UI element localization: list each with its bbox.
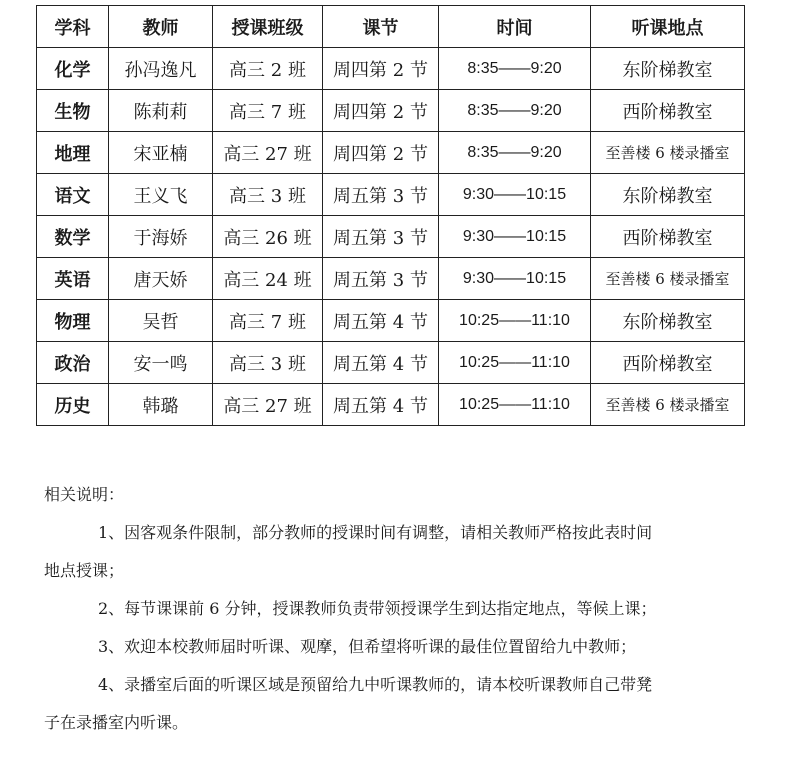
cell-subject: 历史: [37, 384, 109, 426]
cell-place: 西阶梯教室: [591, 216, 745, 258]
cell-place: 西阶梯教室: [591, 90, 745, 132]
cell-time: 8:35——9:20: [439, 90, 591, 132]
cell-subject: 生物: [37, 90, 109, 132]
cell-teacher: 宋亚楠: [109, 132, 213, 174]
header-time: 时间: [439, 6, 591, 48]
note-item-1-continued: 地点授课；: [44, 561, 125, 580]
cell-period: 周五第 3 节: [323, 258, 439, 300]
cell-subject: 化学: [37, 48, 109, 90]
cell-class: 高三 3 班: [213, 174, 323, 216]
cell-time: 8:35——9:20: [439, 48, 591, 90]
cell-class: 高三 26 班: [213, 216, 323, 258]
cell-place: 至善楼 6 楼录播室: [591, 384, 745, 426]
cell-time: 9:30——10:15: [439, 258, 591, 300]
schedule-table: [36, 5, 745, 426]
cell-subject: 物理: [37, 300, 109, 342]
cell-time: 9:30——10:15: [439, 216, 591, 258]
cell-period: 周五第 3 节: [323, 216, 439, 258]
notes-heading: 相关说明：: [44, 485, 125, 504]
cell-period: 周五第 4 节: [323, 342, 439, 384]
cell-teacher: 吴哲: [109, 300, 213, 342]
cell-teacher: 安一鸣: [109, 342, 213, 384]
cell-class: 高三 2 班: [213, 48, 323, 90]
note-item-3: 3、欢迎本校教师届时听课、观摩，但希望将听课的最佳位置留给九中教师；: [98, 637, 637, 656]
table-row: [37, 258, 745, 300]
cell-teacher: 唐天娇: [109, 258, 213, 300]
cell-class: 高三 27 班: [213, 132, 323, 174]
cell-period: 周五第 4 节: [323, 300, 439, 342]
header-teacher: 教师: [109, 6, 213, 48]
cell-period: 周五第 4 节: [323, 384, 439, 426]
cell-subject: 地理: [37, 132, 109, 174]
cell-period: 周四第 2 节: [323, 132, 439, 174]
cell-class: 高三 7 班: [213, 300, 323, 342]
cell-place: 东阶梯教室: [591, 300, 745, 342]
cell-class: 高三 24 班: [213, 258, 323, 300]
note-item-1: 1、因客观条件限制，部分教师的授课时间有调整，请相关教师严格按此表时间: [98, 523, 653, 542]
table-row: [37, 300, 745, 342]
cell-class: 高三 27 班: [213, 384, 323, 426]
table-row: [37, 174, 745, 216]
header-period: 课节: [323, 6, 439, 48]
table-header-row: [37, 6, 745, 48]
cell-teacher: 孙冯逸凡: [109, 48, 213, 90]
cell-time: 10:25——11:10: [439, 342, 591, 384]
cell-place: 西阶梯教室: [591, 342, 745, 384]
cell-time: 10:25——11:10: [439, 384, 591, 426]
note-item-2: 2、每节课课前 6 分钟，授课教师负责带领授课学生到达指定地点，等候上课；: [98, 599, 657, 618]
header-class: 授课班级: [213, 6, 323, 48]
cell-place: 至善楼 6 楼录播室: [591, 132, 745, 174]
table-row: [37, 342, 745, 384]
cell-period: 周五第 3 节: [323, 174, 439, 216]
note-item-4: 4、录播室后面的听课区域是预留给九中听课教师的，请本校听课教师自己带凳: [98, 675, 653, 694]
cell-time: 9:30——10:15: [439, 174, 591, 216]
cell-teacher: 于海娇: [109, 216, 213, 258]
cell-teacher: 韩璐: [109, 384, 213, 426]
cell-period: 周四第 2 节: [323, 90, 439, 132]
note-item-4-continued: 子在录播室内听课。: [44, 713, 189, 732]
header-subject: 学科: [37, 6, 109, 48]
cell-subject: 语文: [37, 174, 109, 216]
table-row: [37, 216, 745, 258]
cell-place: 东阶梯教室: [591, 174, 745, 216]
table-row: [37, 90, 745, 132]
cell-place: 东阶梯教室: [591, 48, 745, 90]
cell-class: 高三 7 班: [213, 90, 323, 132]
cell-period: 周四第 2 节: [323, 48, 439, 90]
cell-subject: 数学: [37, 216, 109, 258]
header-place: 听课地点: [591, 6, 745, 48]
cell-time: 8:35——9:20: [439, 132, 591, 174]
cell-place: 至善楼 6 楼录播室: [591, 258, 745, 300]
table-row: [37, 384, 745, 426]
table-row: [37, 48, 745, 90]
cell-teacher: 陈莉莉: [109, 90, 213, 132]
notes-section: [40, 476, 750, 742]
cell-time: 10:25——11:10: [439, 300, 591, 342]
cell-subject: 政治: [37, 342, 109, 384]
cell-subject: 英语: [37, 258, 109, 300]
cell-teacher: 王义飞: [109, 174, 213, 216]
cell-class: 高三 3 班: [213, 342, 323, 384]
table-row: [37, 132, 745, 174]
